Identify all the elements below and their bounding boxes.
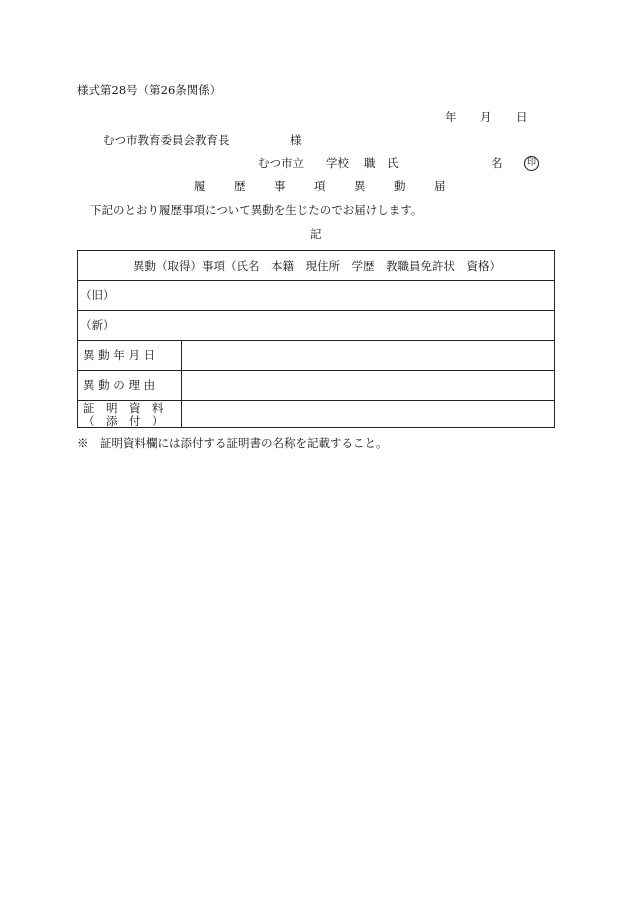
old-label: （旧）	[80, 288, 115, 302]
title-char-6: 動	[394, 179, 406, 193]
title-char-1: 履	[194, 179, 206, 193]
row-new	[78, 310, 554, 340]
footnote: ※ 証明資料欄には添付する証明書の名称を記載すること。	[77, 436, 388, 450]
row-date	[78, 340, 554, 370]
title-char-4: 項	[314, 179, 326, 193]
date-day-label: 日	[516, 110, 528, 124]
row-proof	[78, 400, 554, 428]
row-reason	[78, 370, 554, 400]
new-label: （新）	[80, 318, 115, 332]
title-char-3: 事	[274, 179, 286, 193]
proof-label-2: （ 添 付 ）	[83, 414, 164, 428]
title-char-7: 届	[434, 179, 446, 193]
proof-label-1: 証 明 資 料	[83, 401, 164, 415]
intro-text: 下記のとおり履歴事項について異動を生じたのでお届けします。	[90, 203, 423, 217]
form-number: 様式第28号（第26条関係）	[77, 83, 222, 97]
date-month-label: 月	[480, 110, 492, 124]
table-header: 異動（取得）事項（氏名 本籍 現住所 学歴 教職員免許状 資格）	[133, 259, 501, 273]
seal-icon: 印	[524, 156, 539, 171]
position-label: 職	[364, 156, 376, 170]
date-label: 異 動 年 月 日	[83, 348, 156, 362]
addressee: むつ市教育委員会教育長	[103, 133, 230, 147]
record-table	[77, 250, 555, 428]
title-char-5: 異	[354, 179, 366, 193]
school-prefix: むつ市立	[258, 156, 304, 170]
table-divider	[181, 340, 182, 428]
ki-label: 記	[310, 227, 322, 241]
name-label-1: 氏	[387, 156, 399, 170]
date-year-label: 年	[445, 110, 457, 124]
seal-mark	[524, 156, 539, 171]
school-suffix: 学校	[326, 156, 349, 170]
reason-label: 異 動 の 理 由	[83, 378, 156, 392]
row-old	[78, 280, 554, 310]
title-char-2: 歴	[234, 179, 246, 193]
honorific: 様	[290, 133, 302, 147]
name-label-2: 名	[491, 156, 503, 170]
